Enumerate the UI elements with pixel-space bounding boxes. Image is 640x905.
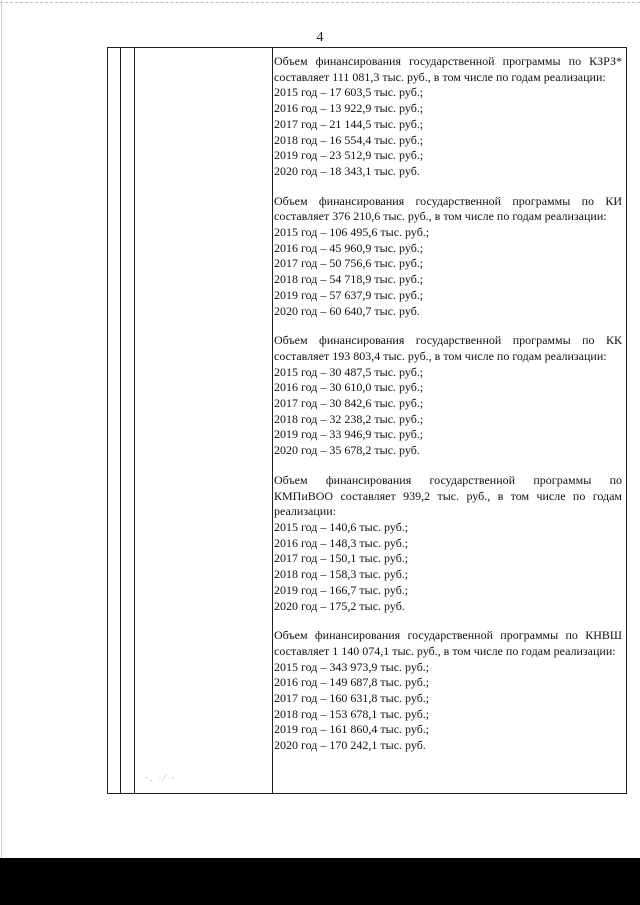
year-line: 2016 год – 13 922,9 тыс. руб.; [274,101,424,116]
financing-cell [274,54,622,768]
financing-intro: Объем финансирования государственной программы по КМПиВОО составляет 939,2 тыс. руб., в том числе по годам реализации: [274,472,622,519]
table-column-divider-1 [120,47,121,794]
financing-intro: Объем финансирования государственной программы по КИ составляет 376 210,6 тыс. руб., в том числе по годам реализации: [274,193,622,224]
financing-intro: Объем финансирования государственной программы по КЗРЗ* составляет 111 081,3 тыс. руб., в том числе по годам реализации: [274,54,622,84]
table-column-divider-2 [134,47,135,794]
year-line: 2020 год – 170 242,1 тыс. руб. [274,738,426,753]
financing-intro: Объем финансирования государственной программы по КК составляет 193 803,4 тыс. руб., в том числе по годам реализации: [274,333,622,363]
financing-intro: Объем финансирования государственной программы по КНВШ составляет 1 140 074,1 тыс. руб., в том числе по годам реализации: [274,628,622,658]
year-line: 2015 год – 30 487,5 тыс. руб.; [274,364,424,379]
scan-bottom-bar [0,858,640,905]
year-line: 2017 год – 50 756,6 тыс. руб.; [274,256,424,271]
year-line: 2015 год – 106 495,6 тыс. руб.; [274,225,430,240]
financing-block-knvsh [274,628,622,754]
financing-block-kmpivoo [274,473,622,614]
year-line: 2016 год – 30 610,0 тыс. руб.; [274,380,424,395]
year-line: 2019 год – 166,7 тыс. руб.; [274,582,409,597]
year-line: 2016 год – 45 960,9 тыс. руб.; [274,240,424,255]
year-line: 2018 год – 54 718,9 тыс. руб.; [274,272,424,287]
scan-noise-mark: ·. ·⁄ · [145,773,177,783]
year-line: 2017 год – 150,1 тыс. руб.; [274,551,409,566]
year-line: 2019 год – 161 860,4 тыс. руб.; [274,722,430,737]
year-line: 2018 год – 153 678,1 тыс. руб.; [274,706,430,721]
year-line: 2020 год – 35 678,2 тыс. руб. [274,443,420,458]
year-line: 2015 год – 343 973,9 тыс. руб.; [274,659,430,674]
year-line: 2017 год – 30 842,6 тыс. руб.; [274,396,424,411]
year-line: 2017 год – 21 144,5 тыс. руб.; [274,116,424,131]
scan-left-edge [1,0,2,858]
year-line: 2016 год – 148,3 тыс. руб.; [274,535,409,550]
year-line: 2019 год – 23 512,9 тыс. руб.; [274,148,424,163]
year-line: 2015 год – 140,6 тыс. руб.; [274,519,409,534]
year-line: 2018 год – 32 238,2 тыс. руб.; [274,411,424,426]
year-line: 2020 год – 18 343,1 тыс. руб. [274,163,420,178]
year-line: 2019 год – 33 946,9 тыс. руб.; [274,427,424,442]
year-line: 2020 год – 175,2 тыс. руб. [274,598,405,613]
year-line: 2019 год – 57 637,9 тыс. руб.; [274,287,424,302]
financing-block-ki [274,194,622,320]
scan-top-edge [0,2,640,3]
table-column-divider-3 [272,47,273,794]
year-line: 2018 год – 158,3 тыс. руб.; [274,567,409,582]
year-line: 2016 год – 149 687,8 тыс. руб.; [274,675,430,690]
year-line: 2015 год – 17 603,5 тыс. руб.; [274,85,424,100]
page-number: 4 [316,30,324,45]
year-line: 2020 год – 60 640,7 тыс. руб. [274,303,420,318]
year-line: 2017 год – 160 631,8 тыс. руб.; [274,691,430,706]
financing-block-kzrz [274,54,622,180]
financing-block-kk [274,333,622,459]
year-line: 2018 год – 16 554,4 тыс. руб.; [274,132,424,147]
